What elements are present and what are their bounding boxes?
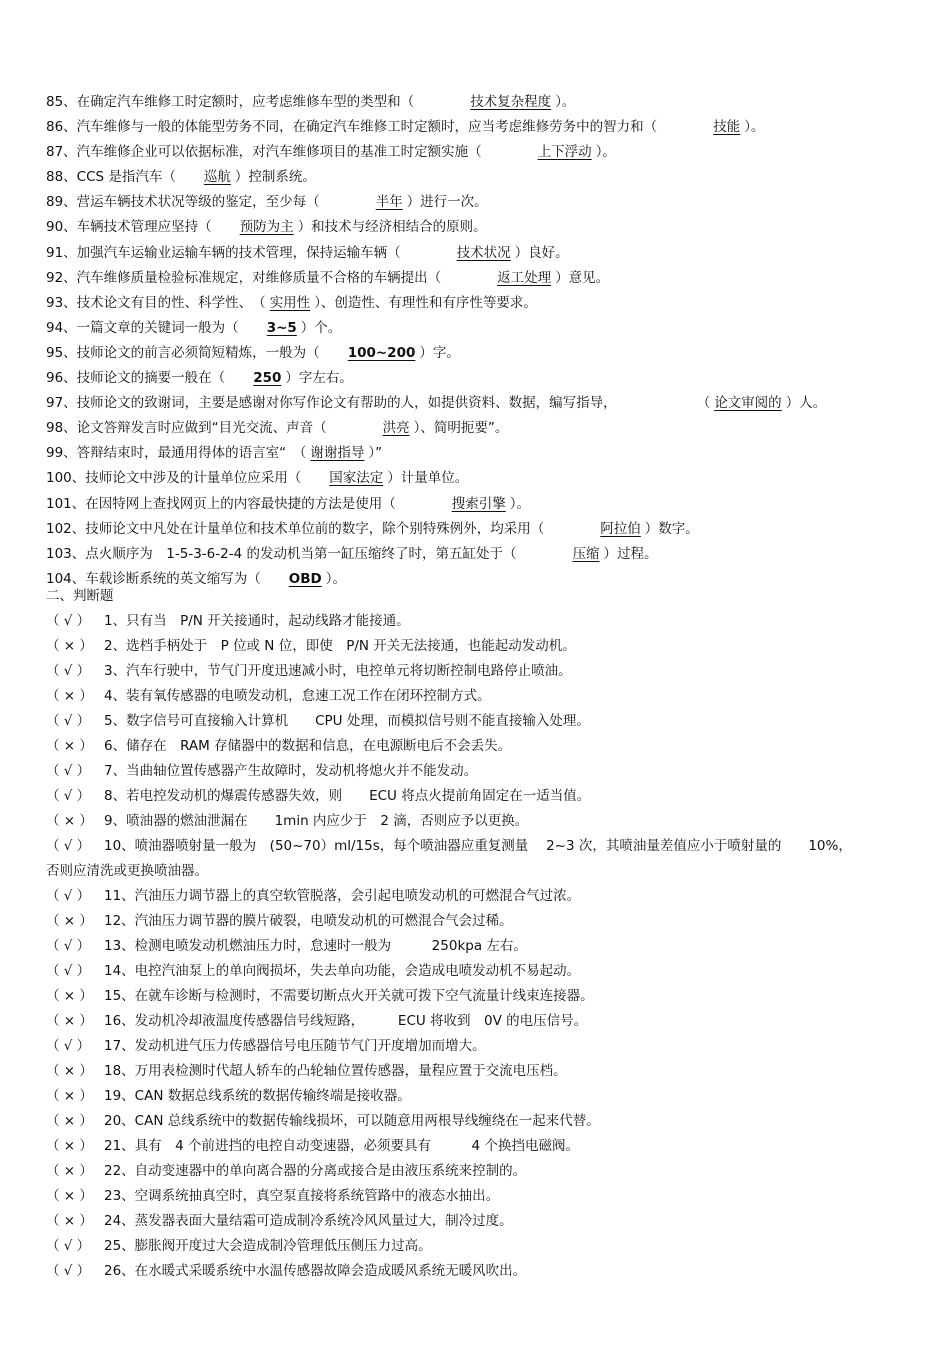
judgement-mark: （ √ ） bbox=[46, 838, 91, 854]
question-line bbox=[46, 115, 926, 140]
open-paren: （ bbox=[696, 395, 711, 412]
answer-text: 返工处理 bbox=[497, 269, 552, 286]
question-tail: ）数字。 bbox=[644, 520, 699, 537]
question-line bbox=[46, 366, 926, 391]
question-line bbox=[46, 140, 926, 165]
statement-text: 8、若电控发动机的爆震传感器失效，则 ECU 将点火提前角固定在一适当值。 bbox=[104, 788, 591, 804]
question-line bbox=[46, 316, 926, 341]
judge-line bbox=[46, 1034, 916, 1059]
question-text: 100、技师论文中涉及的计量单位应采用（ bbox=[46, 470, 302, 487]
question-text: 89、营运车辆技术状况等级的鉴定，至少每（ bbox=[46, 194, 320, 211]
answer-text: 半年 bbox=[375, 194, 403, 211]
statement-text: 5、数字信号可直接输入计算机 CPU 处理，而模拟信号则不能直接输入处理。 bbox=[104, 713, 590, 729]
question-line bbox=[46, 416, 926, 441]
question-tail: ）” bbox=[368, 445, 383, 462]
statement-text: 14、电控汽油泵上的单向阀损坏，失去单向功能，会造成电喷发动机不易起动。 bbox=[104, 963, 581, 979]
question-tail: ）个。 bbox=[300, 319, 342, 336]
judgement-mark: （ × ） bbox=[46, 913, 93, 929]
statement-text: 13、检测电喷发动机燃油压力时，怠速时一般为 250kpa 左右。 bbox=[104, 938, 527, 954]
true-false-question-list bbox=[46, 609, 916, 1284]
answer-text: 压缩 bbox=[572, 545, 600, 562]
question-tail: ）。 bbox=[744, 119, 765, 136]
question-line bbox=[46, 266, 926, 291]
answer-text: 100~200 bbox=[347, 344, 416, 361]
question-line bbox=[46, 542, 926, 567]
judgement-mark: （ × ） bbox=[46, 738, 93, 754]
question-text: 99、答辩结束时，最通用得体的语言室“ （ bbox=[46, 445, 307, 462]
judge-line bbox=[46, 1009, 916, 1034]
question-text: 98、论文答辩发言时应做到“目光交流、声音（ bbox=[46, 420, 327, 437]
fill-in-question-list bbox=[46, 90, 926, 592]
statement-text: 6、储存在 RAM 存储器中的数据和信息，在电源断电后不会丢失。 bbox=[104, 738, 512, 754]
judgement-mark: （ × ） bbox=[46, 1163, 93, 1179]
question-text: 103、点火顺序为 1-5-3-6-2-4 的发动机当第一缸压缩终了时，第五缸处于（ bbox=[46, 545, 517, 562]
judgement-mark: （ × ） bbox=[46, 1013, 93, 1029]
question-line bbox=[46, 441, 926, 466]
question-tail: ）、创造性、有理性和有序性等要求。 bbox=[314, 294, 537, 311]
judgement-mark: （ × ） bbox=[46, 1213, 93, 1229]
statement-text: 否则应清洗或更换喷油器。 bbox=[46, 863, 208, 879]
question-text: 91、加强汽车运输业运输车辆的技术管理，保持运输车辆（ bbox=[46, 244, 401, 261]
answer-text: 实用性 bbox=[269, 294, 311, 311]
judge-line bbox=[46, 1059, 916, 1084]
section-title: 二、判断题 bbox=[46, 588, 114, 604]
answer-text: 洪亮 bbox=[382, 420, 410, 437]
question-tail: ）过程。 bbox=[603, 545, 658, 562]
judge-line bbox=[46, 1209, 916, 1234]
judge-line bbox=[46, 934, 916, 959]
judge-line bbox=[46, 909, 916, 934]
judge-line bbox=[46, 959, 916, 984]
question-line bbox=[46, 391, 926, 416]
question-tail: ）字。 bbox=[419, 344, 460, 361]
answer-text: 论文审阅的 bbox=[714, 395, 782, 412]
statement-text: 7、当曲轴位置传感器产生故障时，发动机将熄火并不能发动。 bbox=[104, 763, 478, 779]
question-tail: ）进行一次。 bbox=[406, 194, 488, 211]
answer-text: 技能 bbox=[713, 119, 741, 136]
judge-line bbox=[46, 659, 916, 684]
question-text: 87、汽车维修企业可以依据标准，对汽车维修项目的基准工时定额实施（ bbox=[46, 144, 482, 161]
statement-text: 11、汽油压力调节器上的真空软管脱落，会引起电喷发动机的可燃混合气过浓。 bbox=[104, 888, 581, 904]
answer-text: OBD bbox=[288, 570, 322, 587]
question-text: 104、车载诊断系统的英文缩写为（ bbox=[46, 570, 261, 587]
statement-text: 2、选档手柄处于 P 位或 N 位，即使 P/N 开关无法接通，也能起动发动机。 bbox=[104, 638, 576, 654]
judgement-mark: （ × ） bbox=[46, 1063, 93, 1079]
judge-line bbox=[46, 734, 916, 759]
judge-line bbox=[46, 784, 916, 809]
statement-text: 12、汽油压力调节器的膜片破裂，电喷发动机的可燃混合气会过稀。 bbox=[104, 913, 513, 929]
judgement-mark: （ × ） bbox=[46, 1113, 93, 1129]
judgement-mark: （ √ ） bbox=[46, 713, 91, 729]
statement-text: 17、发动机进气压力传感器信号电压随节气门开度增加而增大。 bbox=[104, 1038, 486, 1054]
statement-text: 24、蒸发器表面大量结霜可造成制冷系统冷风风量过大，制冷过度。 bbox=[104, 1213, 513, 1229]
answer-text: 技术复杂程度 bbox=[470, 94, 552, 110]
statement-text: 26、在水暖式采暖系统中水温传感器故障会造成暖风系统无暖风吹出。 bbox=[104, 1263, 527, 1279]
question-tail: ）和技术与经济相结合的原则。 bbox=[297, 219, 487, 236]
question-line bbox=[46, 341, 926, 366]
question-text: 97、技师论文的致谢词，主要是感谢对你写作论文有帮助的人，如提供资料、数据，编写指导， bbox=[46, 395, 617, 412]
question-line bbox=[46, 190, 926, 215]
judgement-mark: （ √ ） bbox=[46, 938, 91, 954]
judge-line bbox=[46, 984, 916, 1009]
statement-text: 21、具有 4 个前进挡的电控自动变速器，必须要具有 4 个换挡电磁阀。 bbox=[104, 1138, 579, 1154]
judgement-mark: （ × ） bbox=[46, 1188, 93, 1204]
judge-line bbox=[46, 809, 916, 834]
statement-text: 16、发动机冷却液温度传感器信号线短路， ECU 将收到 0V 的电压信号。 bbox=[104, 1013, 588, 1029]
question-tail: ）。 bbox=[595, 144, 616, 161]
statement-text: 19、CAN 数据总线系统的数据传输终端是接收器。 bbox=[104, 1088, 411, 1104]
judge-line bbox=[46, 1184, 916, 1209]
answer-text: 阿拉伯 bbox=[600, 520, 641, 537]
question-tail: ）良好。 bbox=[514, 244, 569, 261]
answer-text: 预防为主 bbox=[239, 219, 294, 236]
answer-text: 技术状况 bbox=[456, 244, 511, 261]
question-tail: ）控制系统。 bbox=[234, 169, 316, 186]
judgement-mark: （ × ） bbox=[46, 988, 93, 1004]
question-text: 88、CCS 是指汽车（ bbox=[46, 169, 176, 186]
answer-text: 谢谢指导 bbox=[310, 445, 365, 462]
question-tail: ）人。 bbox=[785, 395, 827, 412]
question-line bbox=[46, 567, 926, 592]
judgement-mark: （ √ ） bbox=[46, 1038, 91, 1054]
question-text: 92、汽车维修质量检验标准规定，对维修质量不合格的车辆提出（ bbox=[46, 269, 442, 286]
judgement-mark: （ × ） bbox=[46, 638, 93, 654]
question-line bbox=[46, 215, 926, 240]
judgement-mark: （ √ ） bbox=[46, 963, 91, 979]
question-line bbox=[46, 466, 926, 491]
statement-text: 20、CAN 总线系统中的数据传输线损坏，可以随意用两根导线缠绕在一起来代替。 bbox=[104, 1113, 600, 1129]
question-text: 94、一篇文章的关键词一般为（ bbox=[46, 319, 239, 336]
judgement-mark: （ × ） bbox=[46, 688, 93, 704]
question-tail: ）。 bbox=[325, 570, 347, 587]
statement-text: 23、空调系统抽真空时，真空泵直接将系统管路中的液态水抽出。 bbox=[104, 1188, 500, 1204]
judgement-mark: （ √ ） bbox=[46, 763, 91, 779]
question-text: 101、在因特网上查找网页上的内容最快捷的方法是使用（ bbox=[46, 495, 396, 512]
judge-line bbox=[46, 834, 916, 859]
statement-text: 25、膨胀阀开度过大会造成制冷管理低压侧压力过高。 bbox=[104, 1238, 432, 1254]
judgement-mark: （ × ） bbox=[46, 1138, 93, 1154]
question-tail: ）、简明扼要”。 bbox=[413, 420, 509, 437]
judgement-mark: （ √ ） bbox=[46, 613, 91, 629]
question-line bbox=[46, 517, 926, 542]
judge-line bbox=[46, 1084, 916, 1109]
statement-text: 10、喷油器喷射量一般为 (50~70）ml/15s，每个喷油器应重复测量 2~3 次，其喷油量差值应小于喷射量的 10%， bbox=[104, 838, 852, 854]
judge-line bbox=[46, 1159, 916, 1184]
statement-text: 22、自动变速器中的单向离合器的分离或接合是由液压系统来控制的。 bbox=[104, 1163, 527, 1179]
question-tail: ）字左右。 bbox=[285, 370, 353, 387]
judge-line bbox=[46, 884, 916, 909]
question-line bbox=[46, 241, 926, 266]
statement-text: 9、喷油器的燃油泄漏在 1min 内应少于 2 滴，否则应予以更换。 bbox=[104, 813, 529, 829]
question-text: 85、在确定汽车维修工时定额时，应考虑维修车型的类型和（ bbox=[46, 94, 415, 110]
question-line bbox=[46, 165, 926, 190]
answer-text: 巡航 bbox=[203, 169, 231, 186]
question-line bbox=[46, 90, 926, 115]
judge-line bbox=[46, 1109, 916, 1134]
judgement-mark: （ √ ） bbox=[46, 788, 91, 804]
judge-line bbox=[46, 1259, 916, 1284]
answer-text: 250 bbox=[253, 370, 282, 387]
judge-line bbox=[46, 609, 916, 634]
judgement-mark: （ × ） bbox=[46, 813, 93, 829]
question-text: 86、汽车维修与一般的体能型劳务不同，在确定汽车维修工时定额时，应当考虑维修劳务中的智力和（ bbox=[46, 119, 658, 136]
statement-text: 15、在就车诊断与检测时，不需要切断点火开关就可拨下空气流量计线束连接器。 bbox=[104, 988, 594, 1004]
statement-text: 18、万用表检测时代超人轿车的凸轮轴位置传感器，量程应置于交流电压档。 bbox=[104, 1063, 567, 1079]
question-tail: ）。 bbox=[555, 94, 576, 110]
judge-line bbox=[46, 1134, 916, 1159]
statement-text: 3、汽车行驶中，节气门开度迅速减小时，电控单元将切断控制电路停止喷油。 bbox=[104, 663, 572, 679]
question-tail: ）意见。 bbox=[555, 269, 610, 286]
question-text: 90、车辆技术管理应坚持（ bbox=[46, 219, 212, 236]
question-line bbox=[46, 492, 926, 517]
judgement-mark: （ √ ） bbox=[46, 1263, 91, 1279]
answer-text: 搜索引擎 bbox=[451, 495, 506, 512]
question-text: 95、技师论文的前言必须简短精炼，一般为（ bbox=[46, 344, 320, 361]
judgement-mark: （ √ ） bbox=[46, 888, 91, 904]
judge-line bbox=[46, 684, 916, 709]
answer-text: 3~5 bbox=[266, 319, 297, 336]
judge-line bbox=[46, 859, 916, 884]
judge-line bbox=[46, 634, 916, 659]
question-text: 96、技师论文的摘要一般在（ bbox=[46, 370, 226, 387]
judge-line bbox=[46, 759, 916, 784]
question-line bbox=[46, 291, 926, 316]
judgement-mark: （ √ ） bbox=[46, 1238, 91, 1254]
statement-text: 4、装有氧传感器的电喷发动机，怠速工况工作在闭环控制方式。 bbox=[104, 688, 491, 704]
judge-line bbox=[46, 1234, 916, 1259]
judgement-mark: （ × ） bbox=[46, 1088, 93, 1104]
question-tail: ）。 bbox=[509, 495, 531, 512]
answer-text: 上下浮动 bbox=[537, 144, 592, 161]
question-text: 93、技术论文有目的性、科学性、 （ bbox=[46, 294, 266, 311]
statement-text: 1、只有当 P/N 开关接通时，起动线路才能接通。 bbox=[104, 613, 410, 629]
question-text: 102、技师论文中凡处在计量单位和技术单位前的数字，除个别特殊例外，均采用（ bbox=[46, 520, 545, 537]
judge-line bbox=[46, 709, 916, 734]
answer-text: 国家法定 bbox=[329, 470, 384, 487]
question-tail: ）计量单位。 bbox=[387, 470, 469, 487]
judgement-mark: （ √ ） bbox=[46, 663, 91, 679]
